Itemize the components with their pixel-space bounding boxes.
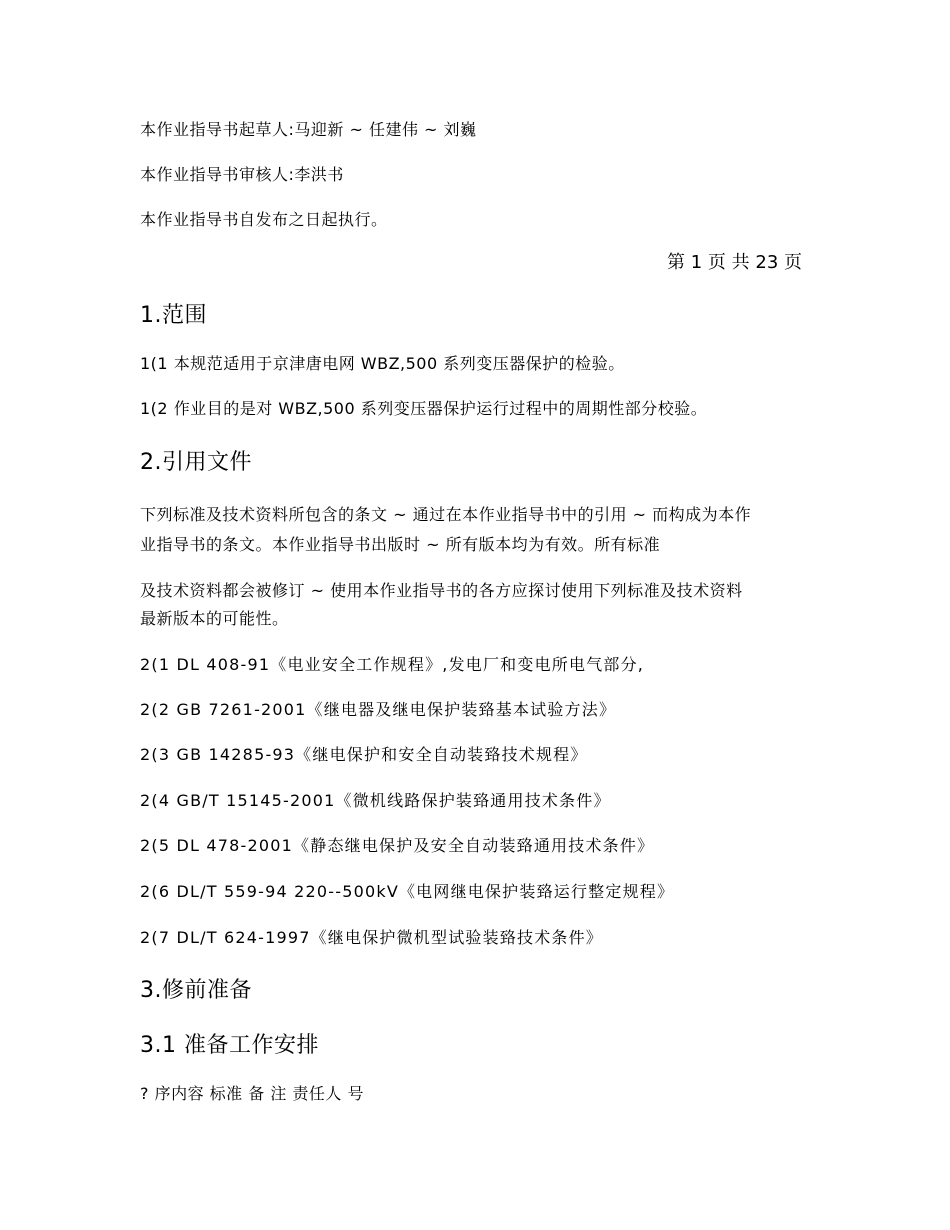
section-2-title: 2.引用文件 [140, 450, 252, 475]
reference-item-4: 2(4 GB/T 15145-2001《微机线路保护装臵通用技术条件》 [140, 791, 611, 810]
section-1-item-1: 1(1 本规范适用于京津唐电网 WBZ,500 系列变压器保护的检验。 [140, 354, 625, 373]
section-2-para-2-line-1: 及技术资料都会被修订 ~ 使用本作业指导书的各方应探讨使用下列标准及技术资料 [140, 581, 743, 600]
reference-item-1: 2(1 DL 408-91《电业安全工作规程》,发电厂和变电所电气部分, [140, 655, 645, 674]
drafters-line: 本作业指导书起草人:马迎新 ~ 任建伟 ~ 刘巍 [140, 120, 477, 139]
section-3-title: 3.修前准备 [140, 978, 252, 1003]
section-2-para-1-line-1: 下列标准及技术资料所包含的条文 ~ 通过在本作业指导书中的引用 ~ 而构成为本作 [140, 505, 752, 524]
section-2-para-2-line-2: 最新版本的可能性。 [140, 609, 289, 628]
reference-item-6: 2(6 DL/T 559-94 220--500kV《电网继电保护装臵运行整定规程》 [140, 882, 675, 901]
table-header-row: ? 序内容 标准 备 注 责任人 号 [140, 1084, 365, 1103]
reference-item-3: 2(3 GB 14285-93《继电保护和安全自动装臵技术规程》 [140, 745, 588, 764]
reference-item-5: 2(5 DL 478-2001《静态继电保护及安全自动装臵通用技术条件》 [140, 836, 655, 855]
section-3-1-title: 3.1 准备工作安排 [140, 1033, 319, 1058]
reviewer-line: 本作业指导书审核人:李洪书 [140, 165, 344, 184]
section-1-item-2: 1(2 作业目的是对 WBZ,500 系列变压器保护运行过程中的周期性部分校验。 [140, 399, 708, 418]
section-2-para-1-line-2: 业指导书的条文。本作业指导书出版时 ~ 所有版本均为有效。所有标准 [140, 535, 661, 554]
reference-item-2: 2(2 GB 7261-2001《继电器及继电保护装臵基本试验方法》 [140, 700, 617, 719]
section-1-title: 1.范围 [140, 303, 207, 328]
page-number: 第 1 页 共 23 页 [667, 252, 802, 273]
reference-item-7: 2(7 DL/T 624-1997《继电保护微机型试验装臵技术条件》 [140, 928, 604, 947]
effective-line: 本作业指导书自发布之日起执行。 [140, 210, 388, 229]
